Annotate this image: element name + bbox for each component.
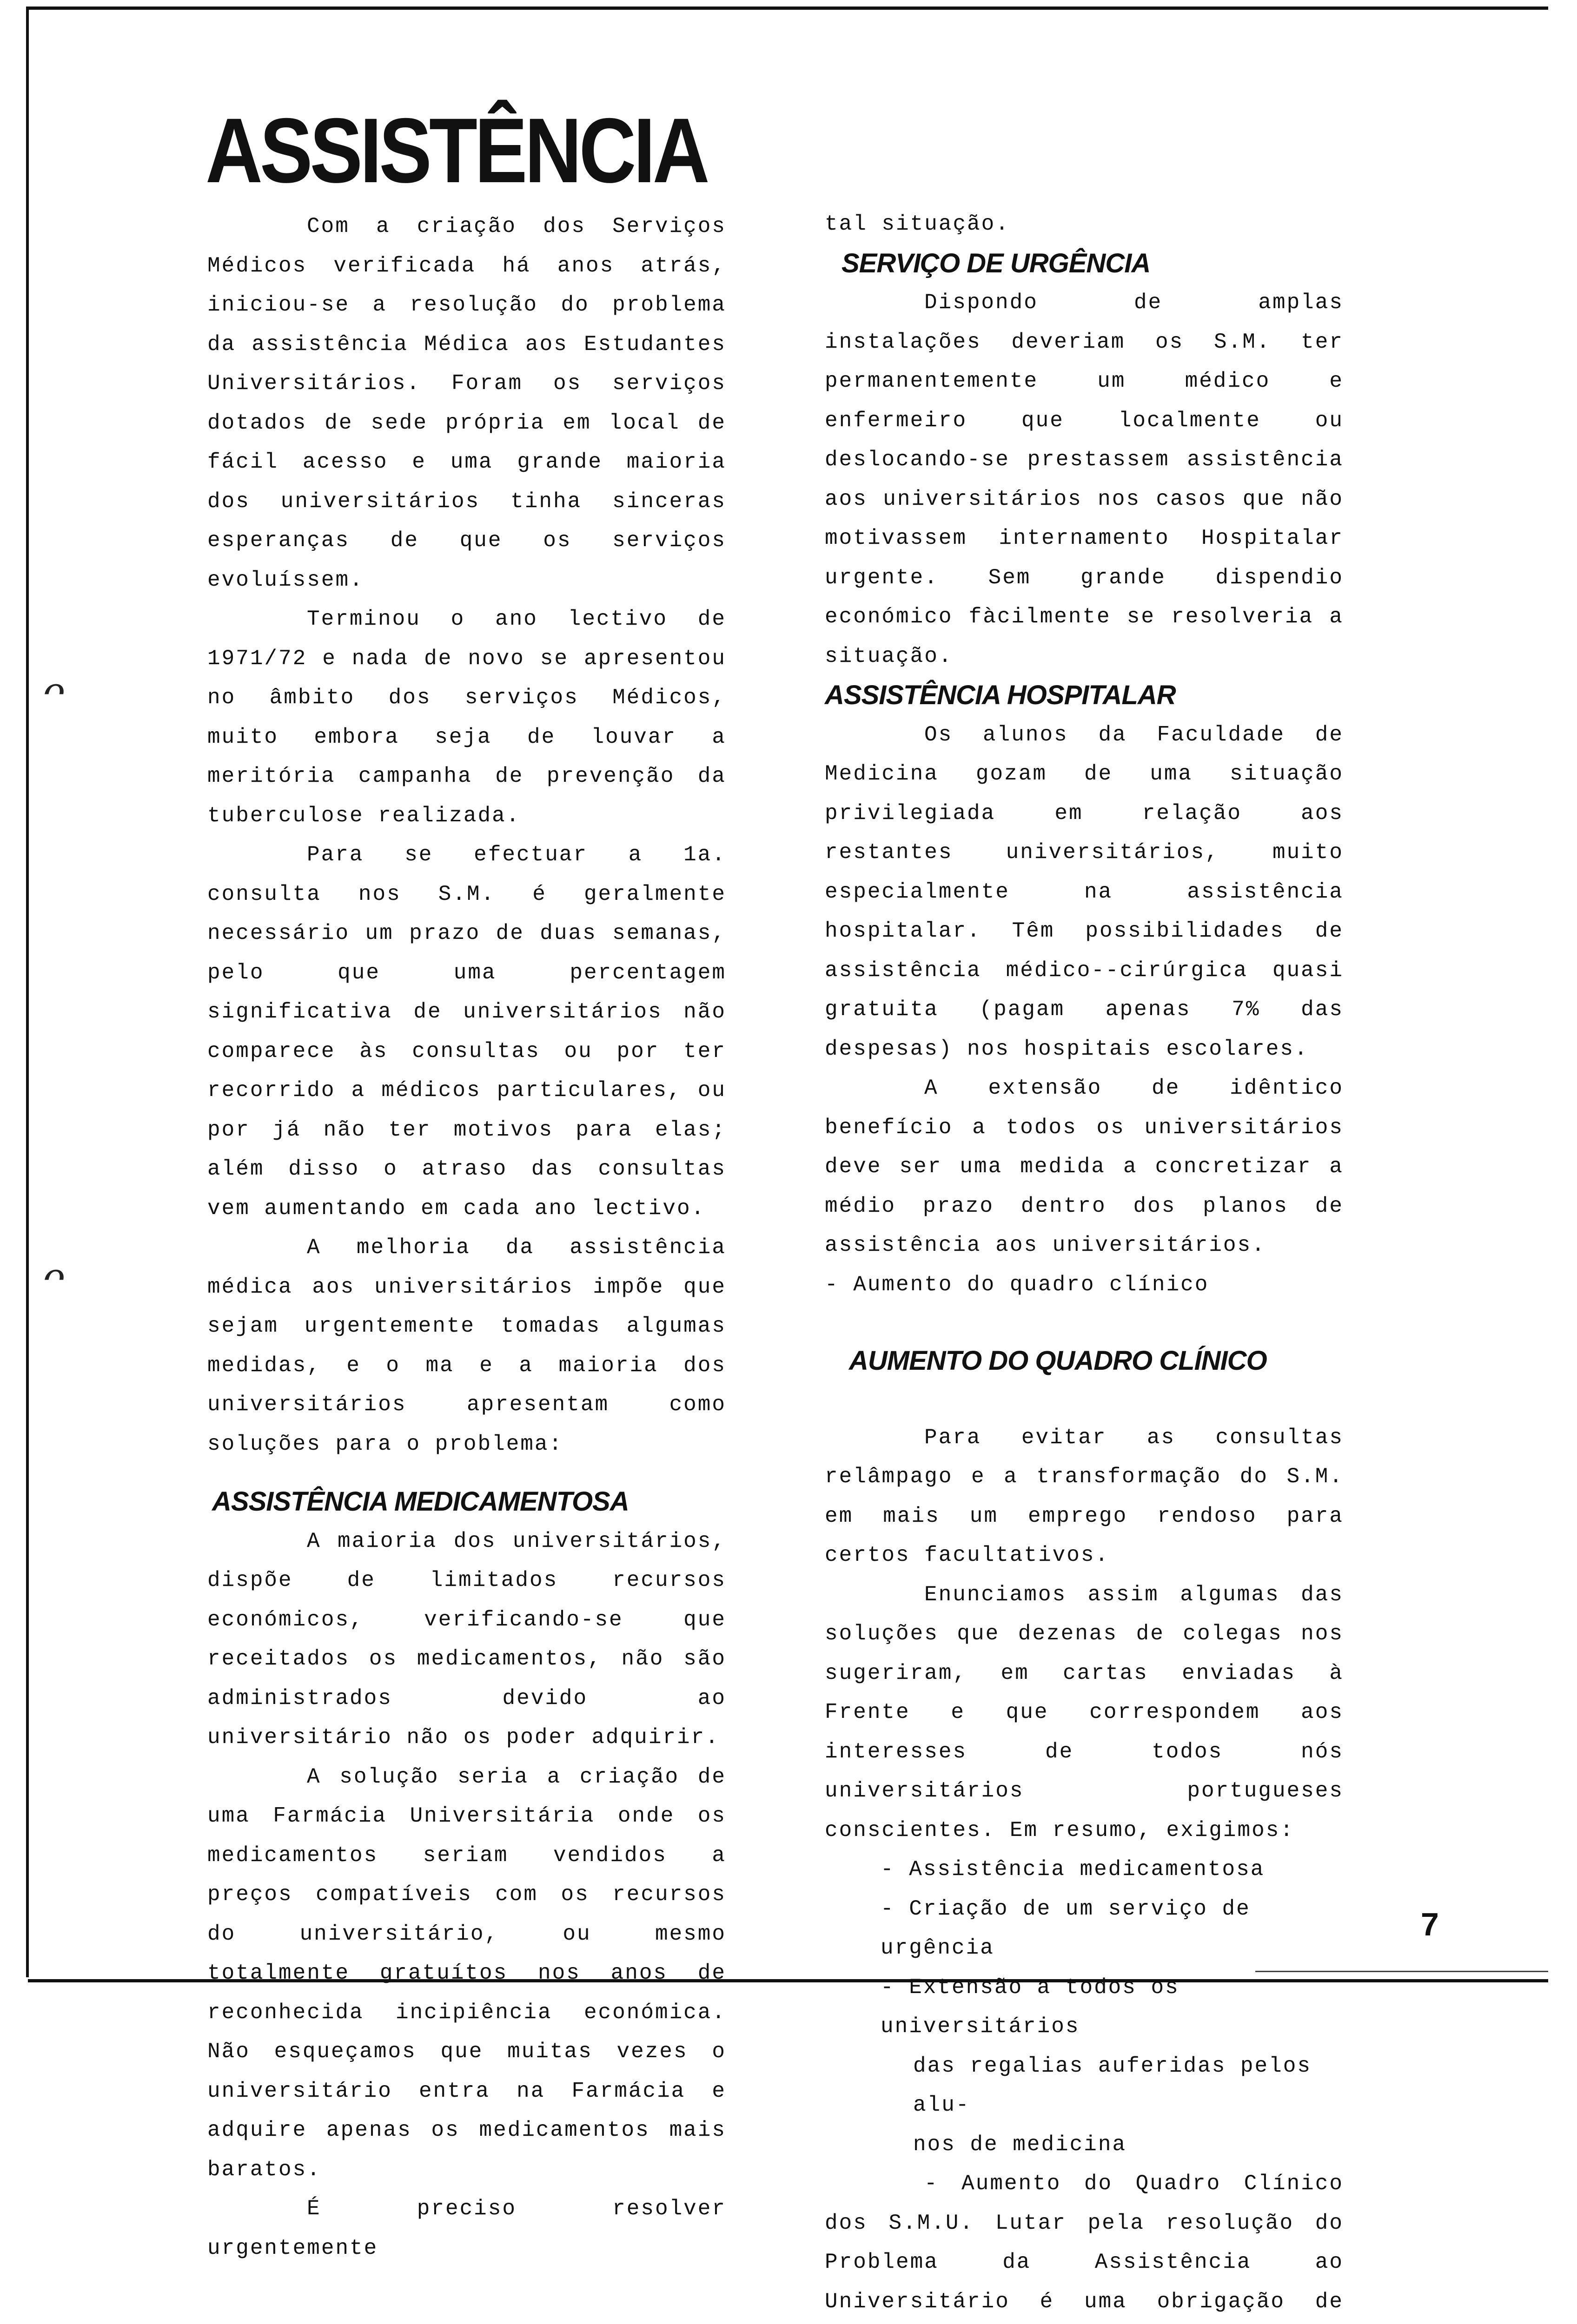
top-border-rule (28, 7, 1548, 10)
page-title: ASSISTÊNCIA (205, 99, 707, 202)
paragraph: É preciso resolver urgentemente (207, 2197, 726, 2260)
paragraph: Para se efectuar a 1a. consulta nos S.M. é geralmente necessário um prazo de duas semanas, pelo que uma percentagem significativa de universitários não comparece às consultas ou por ter recorrido a médicos particulares, ou por já não ter motivos para elas; além disso o atraso das consultas vem aumentando em cada ano lectivo. (207, 843, 726, 1221)
list-item-continuation: das regalias auferidas pelos alu- (913, 2053, 1312, 2117)
list-item-continuation: nos de medicina (913, 2132, 1127, 2157)
paragraph: A extensão de idêntico benefício a todos os universitários deve ser uma medida a concretizar a médio prazo dentro dos planos de assistência aos universitários. (825, 1076, 1344, 1257)
paragraph: - Aumento do quadro clínico (825, 1272, 1209, 1297)
list-item: - Criação de um serviço de urgência (881, 1896, 1251, 1960)
margin-handwritten-mark: ᴖ (41, 1255, 64, 1298)
section-heading: ASSISTÊNCIA MEDICAMENTOSA (212, 1486, 629, 1517)
margin-handwritten-mark: ᴖ (41, 669, 64, 713)
paragraph: Com a criação dos Serviços Médicos verificada há anos atrás, iniciou-se a resolução do problema da assistência Médica aos Estudantes Universitários. Foram os serviços dotados de sede própria em local de fácil acesso e uma grande maioria dos universitários tinha sinceras esperanças de que os serviços evoluíssem. (207, 214, 726, 592)
page-number: 7 (1421, 1906, 1439, 1942)
left-column (207, 207, 726, 2268)
left-border-rule (26, 7, 29, 1977)
paragraph: A melhoria da assistência médica aos universitários impõe que sejam urgentemente tomadas algumas medidas, e o ma e a maioria dos universitários apresentam como soluções para o problema: (207, 1235, 726, 1456)
right-column (825, 205, 1344, 2324)
paragraph: - Aumento do Quadro Clínico dos S.M.U. Lutar pela resolução do Problema da Assistência ao Universitário é uma obrigação de (825, 2172, 1344, 2314)
section-heading: AUMENTO DO QUADRO CLÍNICO (849, 1346, 1267, 1376)
paragraph: tal situação. (825, 212, 1010, 236)
paragraph: A maioria dos universitários, dispõe de limitados recursos económicos, verificando-se que receitados os medicamentos, não são administrados devido ao universitário não os poder adquirir. (207, 1529, 726, 1750)
paragraph: A solução seria a criação de uma Farmácia Universitária onde os medicamentos seriam vendidos a preços compatíveis com os recursos do universitário, ou mesmo totalmente gratuítos nos anos de reconhecida incipiência económica. Não esqueçamos que muitas vezes o universitário entra na Farmácia e adquire apenas os medicamentos mais baratos. (207, 1764, 726, 2182)
paragraph: Terminou o ano lectivo de 1971/72 e nada de novo se apresentou no âmbito dos serviços Médicos, muito embora seja de louvar a meritória campanha de prevenção da tuberculose realizada. (207, 607, 726, 828)
section-heading: SERVIÇO DE URGÊNCIA (842, 248, 1151, 278)
paragraph: Enunciamos assim algumas das soluções que dezenas de colegas nos sugeriram, em cartas enviadas à Frente e que correspondem aos interesses de todos nós universitários portugueses conscientes. Em resumo, exigimos: (825, 1582, 1344, 1842)
list-item: - Assistência medicamentosa (881, 1857, 1265, 1882)
list-item: - Extensão a todos os universitários (881, 1975, 1179, 2039)
paragraph: Para evitar as consultas relâmpago e a transformação do S.M. em mais um emprego rendoso para certos facultativos. (825, 1425, 1344, 1567)
paragraph: Os alunos da Faculdade de Medicina gozam de uma situação privilegiada em relação aos restantes universitários, muito especialmente na assistência hospitalar. Têm possibilidades de assistência médico--cirúrgica quasi gratuita (pagam apenas 7% das despesas) nos hospitais escolares. (825, 722, 1344, 1061)
section-heading: ASSISTÊNCIA HOSPITALAR (825, 680, 1176, 710)
paragraph: Dispondo de amplas instalações deveriam os S.M. ter permanentemente um médico e enfermeiro que localmente ou deslocando-se prestassem assistência aos universitários nos casos que não motivassem internamento Hospitalar urgente. Sem grande dispendio económico fàcilmente se resolveria a situação. (825, 290, 1344, 668)
